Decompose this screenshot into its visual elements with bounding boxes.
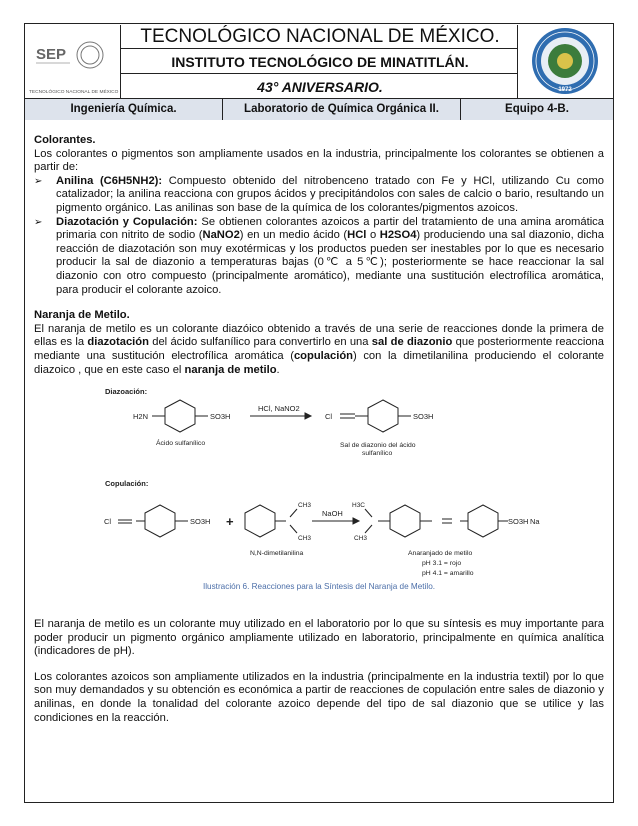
arrow-head-icon <box>353 518 359 524</box>
seal-year: 1972 <box>558 87 572 93</box>
formula-hcl: HCl <box>347 229 367 242</box>
arrow-bullet-icon: ➢ <box>34 216 43 228</box>
section-heading-colorantes: Colorantes. <box>34 134 96 146</box>
benzene-ring <box>468 505 498 537</box>
formula-nano2: NaNO2 <box>202 229 240 242</box>
so3h-group: SO3H <box>413 412 434 421</box>
bullet-label: Anilina (C6H5NH2): <box>56 174 163 187</box>
ch3-group: CH3 <box>354 535 368 542</box>
so3h-group: SO3H <box>190 517 211 526</box>
svg-text:+: + <box>226 514 234 529</box>
team-cell: Equipo 4-B. <box>505 103 569 115</box>
text-run: ) con la dimetilanilina produciendo el colorante diazoico , que en este caso el <box>34 349 605 376</box>
bullet-text: o <box>366 229 380 242</box>
dma-label: N,N-dimetilanilina <box>250 550 304 557</box>
bullet-anilina <box>34 175 604 216</box>
bullet-text: ) en un medio ácido ( <box>239 229 348 242</box>
itm-seal-logo <box>517 25 612 98</box>
document-title: TECNOLÓGICO NACIONAL DE MÉXICO. <box>121 24 519 49</box>
copulacion-title: Copulación: <box>105 479 149 488</box>
salt-label-2: sulfanílico <box>362 450 393 457</box>
acid-label: Ácido sulfanílico <box>156 440 206 447</box>
bullet-label: Diazotación y Copulación: <box>56 215 198 228</box>
bold-term: naranja de metilo <box>184 363 277 376</box>
ch3-group: CH3 <box>298 535 312 542</box>
document-body <box>34 134 604 377</box>
closing-text <box>34 618 604 725</box>
reagent-label: HCl, NaNO2 <box>258 404 300 413</box>
ph-yellow-label: pH 4.1 = amarillo <box>422 570 474 577</box>
bullet-text: ) produciendo una sal diazonio, dicha reacción de diazotación son muy exotérmicas y los productos pueden ser inestables por lo que es necesario producir la sal de diazonio a temperaturas bajas (0℃ a 5℃); posteriormente se hace reaccionar la sal diazonio con otro compuesto (principalmente aromático), mediante una sustitución electrofílica aromática, para producir el colorante azoico. <box>56 229 604 296</box>
ch3-group: CH3 <box>298 502 312 509</box>
bold-term: copulación <box>293 349 353 362</box>
paragraph-closing-2: Los colorantes azoicos son ampliamente utilizados en la industria (principalmente en la industria textil) por lo que son muy demandados y su obtención es económica a partir de reacciones de copulación entre sales de diazonio y anilinas, en donde la tonalidad del colorante azoico depende del tipo de sal diazonio que se utilice y las condiciones en la reacción. <box>34 670 604 724</box>
chloride-label: Cl <box>104 517 112 526</box>
bullet-text: Se obtienen colorantes azoicos a partir del tratamiento de una amina aromática primaria con nitrito de sodio ( <box>56 215 604 242</box>
salt-label-1: Sal de diazonio del ácido <box>340 442 416 449</box>
chloride-label: Cl <box>325 412 333 421</box>
text-run: . <box>276 363 280 376</box>
formula-h2so4: H2SO4 <box>379 229 417 242</box>
reaction-scheme <box>100 383 550 583</box>
naoh-label: NaOH <box>322 509 343 518</box>
paragraph-intro: Los colorantes o pigmentos son ampliamente usados en la industria, principalmente los colorantes se obtienen a partir de: <box>34 147 604 174</box>
figure-caption: Ilustración 6. Reacciones para la Síntesis del Naranja de Metilo. <box>202 582 436 591</box>
bullet-text: Compuesto obtenido del nitrobenceno tratado con Fe y HCl, utilizando Cu como catalizador; la anilina reacciona con grupos ácidos y precipitándolos con sales de calcio o bario, resultando un pigmento orgánico. Las anilinas son base de la química de los colorantes/pigmentos azoicos. <box>56 174 605 214</box>
arrow-head-icon <box>305 413 311 419</box>
bullet-diazotacion <box>34 216 604 298</box>
institute-name: INSTITUTO TECNOLÓGICO DE MINATITLÁN. <box>121 50 519 74</box>
paragraph-closing-1: El naranja de metilo es un colorante muy utilizado en el laboratorio por lo que su síntesis es muy importante para poder producir un pigmento orgánico ampliamente utilizado en laboratorio, principalmente en química analítica (indicadores de pH). <box>34 618 604 658</box>
document-header <box>24 23 614 120</box>
lab-cell: Laboratorio de Química Orgánica II. <box>223 99 461 120</box>
benzene-ring <box>390 505 420 537</box>
sep-logo-text: SEP <box>36 46 67 63</box>
h3c-group: H3C <box>352 502 366 509</box>
so3h-group: SO3H <box>210 412 231 421</box>
h2n-group: H2N <box>133 412 149 421</box>
benzene-ring <box>245 505 275 537</box>
bold-term: diazotación <box>87 336 149 349</box>
section-heading-naranja: Naranja de Metilo. <box>34 309 130 322</box>
bold-term: sal de diazonio <box>371 336 453 349</box>
anniversary-text: 43° ANIVERSARIO. <box>257 79 383 95</box>
career-cell: Ingeniería Química. <box>25 99 223 120</box>
text-run: del ácido sulfanílico para convertirlo en una <box>148 336 372 349</box>
paragraph-naranja <box>34 323 604 377</box>
diazoacion-title: Diazoación: <box>105 387 148 396</box>
tecnm-logo-text: TECNOLÓGICO NACIONAL DE MÉXICO <box>29 90 119 95</box>
ph-red-label: pH 3.1 = rojo <box>422 560 462 567</box>
text-run: El naranja de metilo es un colorante diazóico obtenido a través de una serie de reacciones donde la primera de ellas es la <box>34 322 604 349</box>
sep-logo <box>26 25 121 98</box>
product-label: Anaranjado de metilo <box>408 550 473 557</box>
benzene-ring <box>145 505 175 537</box>
sodium-label: Na <box>530 517 540 526</box>
text-run: que posteriormente reacciona mediante una sustitución electrofílica aromática ( <box>34 336 604 362</box>
so3-group: SO3H <box>508 517 529 526</box>
arrow-bullet-icon: ➢ <box>34 175 43 187</box>
benzene-ring <box>165 400 195 432</box>
course-info-band <box>25 98 613 120</box>
benzene-ring <box>368 400 398 432</box>
